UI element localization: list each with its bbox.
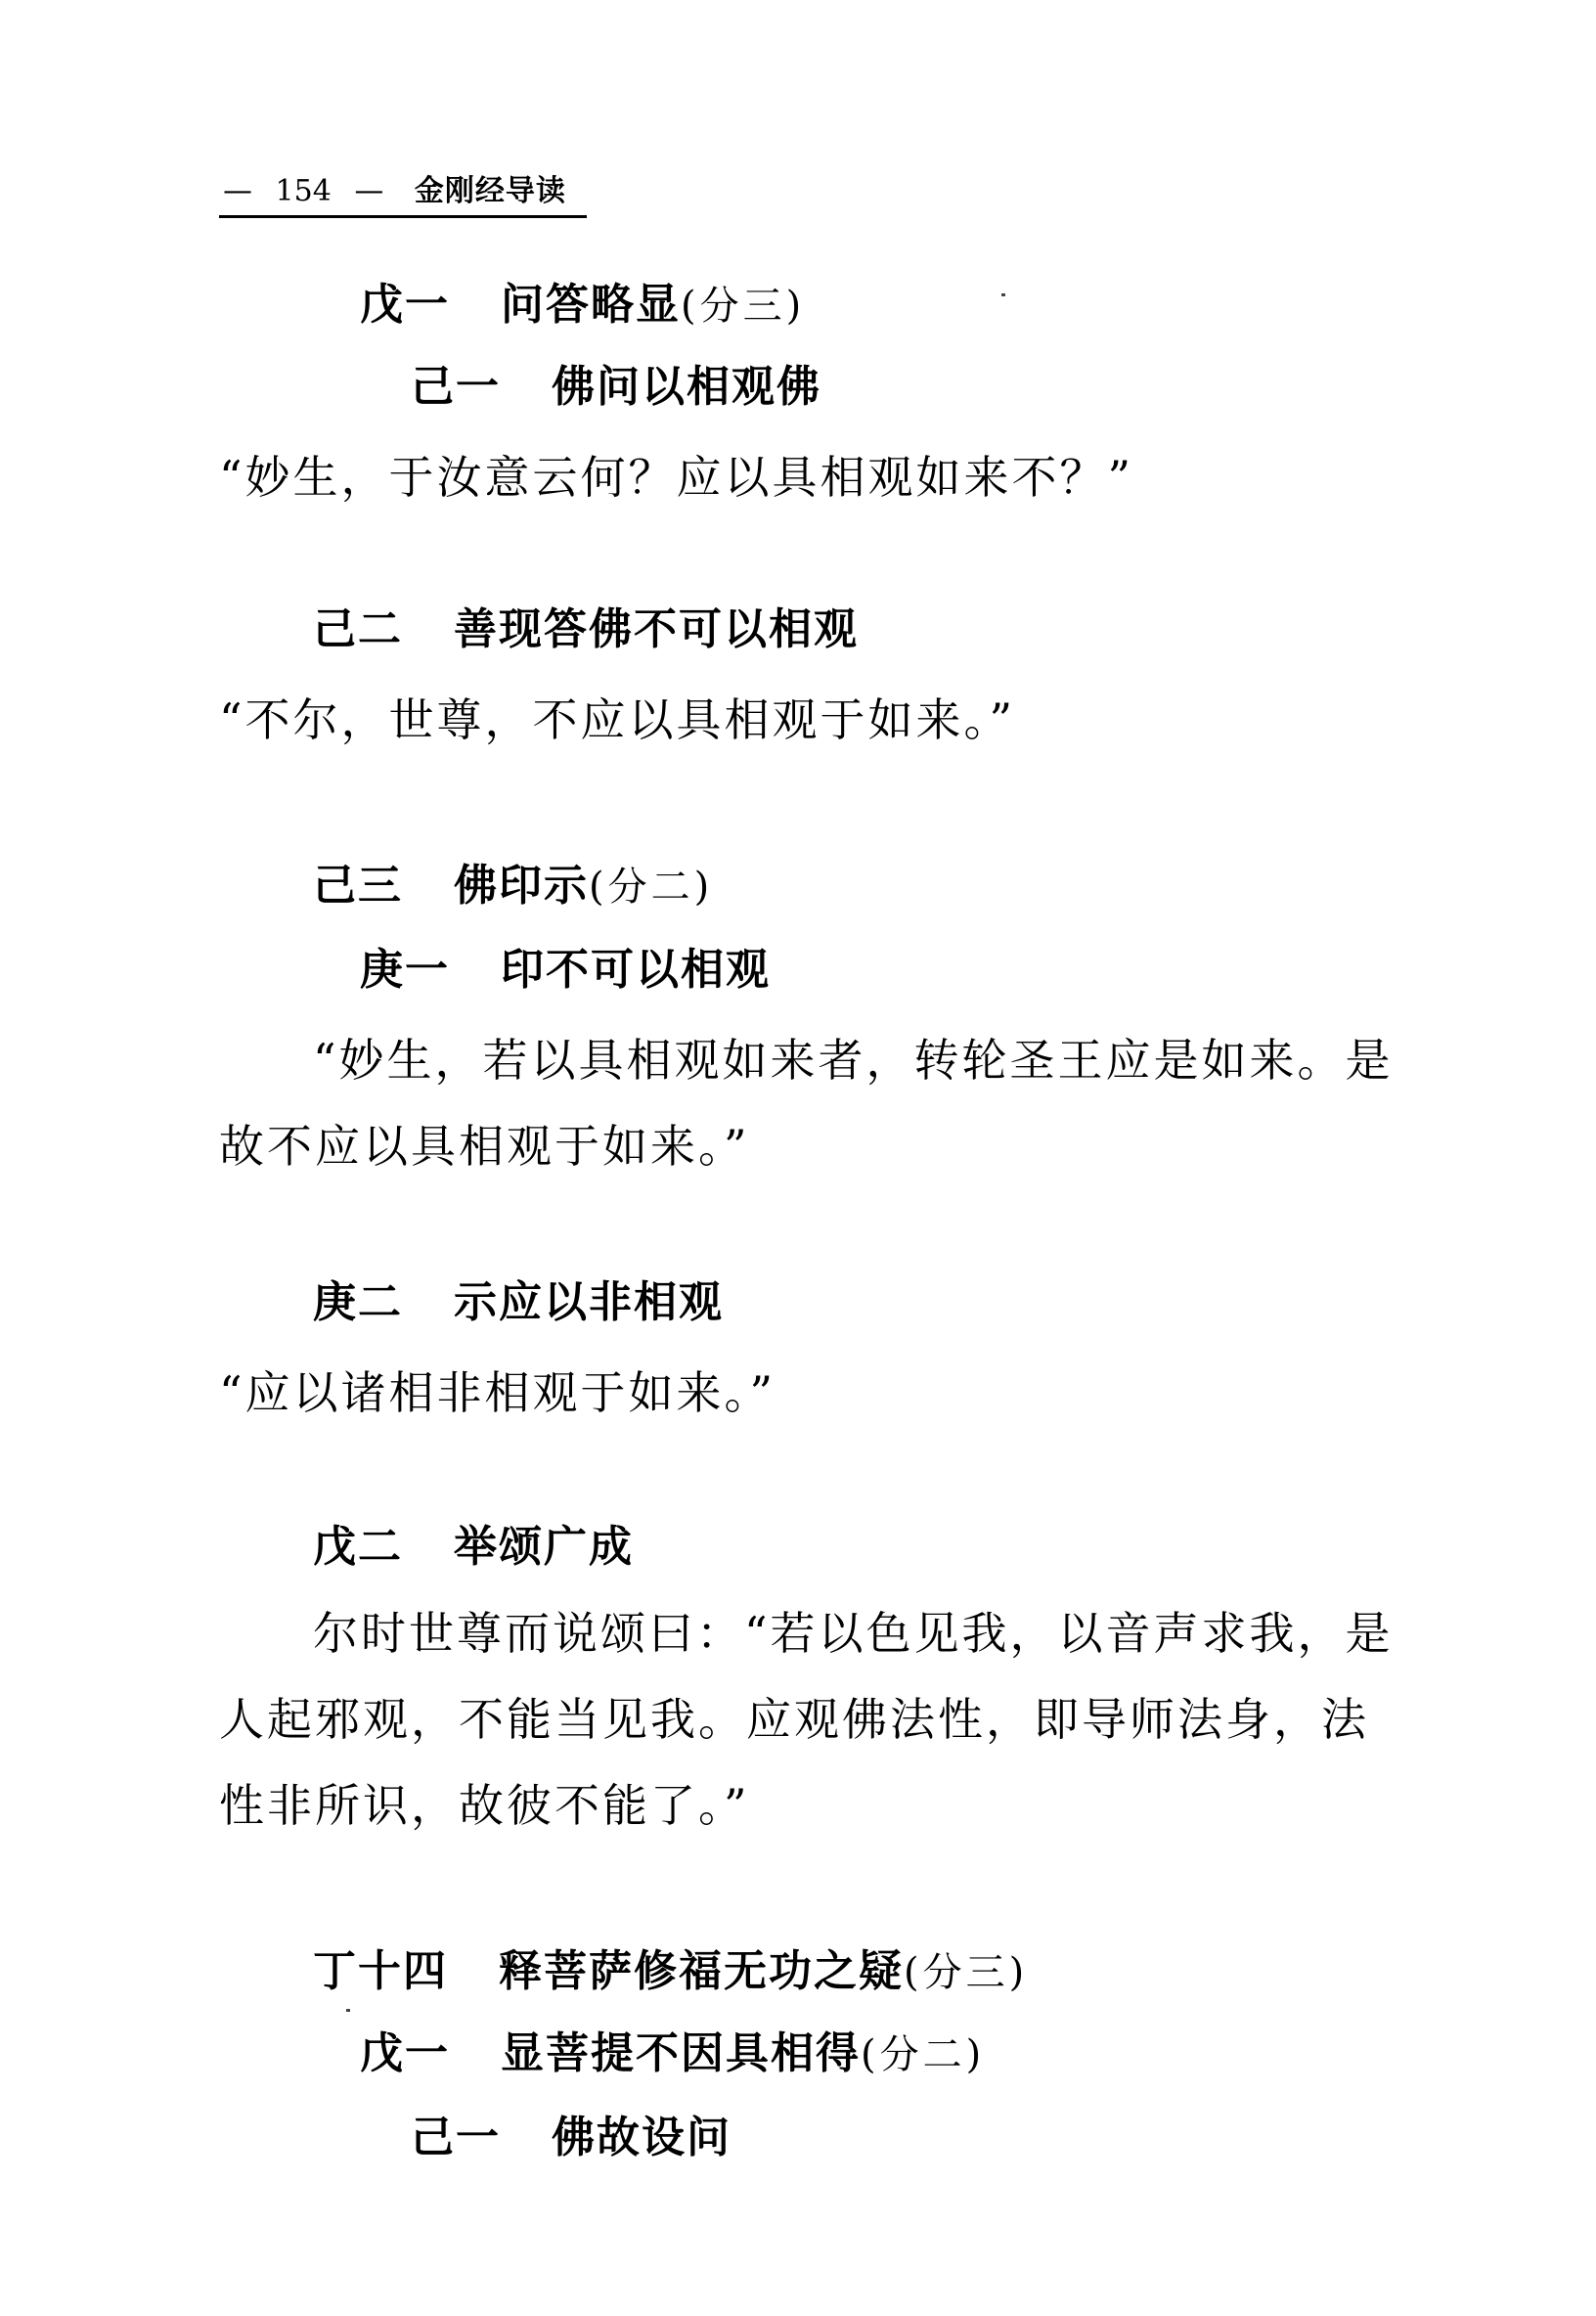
heading-geng1 [360, 943, 771, 998]
book-title: 金刚经导读 [414, 174, 566, 208]
heading-wu2 [313, 1520, 634, 1575]
heading-ji2 [313, 602, 859, 657]
paragraph-1: “妙生，于汝意云何？应以具相观如来不？” [219, 451, 1134, 504]
heading-label: 己三 [313, 861, 403, 911]
heading-label: 戊一 [360, 280, 450, 330]
heading-title: 问答略显 [501, 280, 681, 330]
heading-text [454, 859, 713, 914]
heading-text [501, 278, 805, 334]
heading-label: 戊二 [313, 1522, 403, 1572]
heading-ji1 [411, 360, 821, 415]
heading-title: 佛故设问 [552, 2113, 732, 2162]
heading-title: 善现答佛不可以相观 [454, 604, 859, 654]
paragraph-4: “应以诸相非相观于如来。” [219, 1366, 776, 1419]
heading-note: (分二) [861, 2032, 986, 2077]
heading-label: 己一 [411, 362, 501, 412]
heading-note: (分三) [681, 284, 806, 329]
heading-ji3 [313, 859, 713, 914]
paragraph-2: “不尔，世尊，不应以具相观于如来。” [219, 693, 1016, 746]
heading-title: 印不可以相观 [501, 945, 771, 995]
heading-label: 戊一 [360, 2028, 450, 2078]
heading-note: (分三) [904, 1950, 1029, 1995]
heading-text [499, 1944, 1028, 2000]
heading-title: 显菩提不因具相得 [501, 2028, 861, 2078]
paragraph-5: 尔时世尊而说颂曰：“若以色见我，以音声求我，是人起邪观，不能当见我。应观佛法性，即导师法身，法性非所识，故彼不能了。” [219, 1607, 1394, 1832]
heading-title: 示应以非相观 [454, 1277, 724, 1327]
heading-label: 己二 [313, 604, 403, 654]
heading-label: 庚二 [313, 1277, 403, 1327]
heading-note: (分二) [589, 865, 714, 910]
header-dash-right: — [354, 174, 384, 208]
paragraph-3: “妙生，若以具相观如来者，转轮圣王应是如来。是故不应以具相观于如来。” [219, 1034, 1394, 1173]
heading-label: 庚一 [360, 945, 450, 995]
heading-label: 己一 [411, 2113, 501, 2162]
scan-speck [1001, 293, 1005, 296]
heading-geng2 [313, 1275, 724, 1330]
heading-ji1b [411, 2111, 732, 2165]
running-header [219, 168, 587, 218]
heading-label: 丁十四 [313, 1946, 448, 1996]
page-number: 154 [275, 174, 332, 208]
heading-wu1 [360, 278, 805, 334]
header-dash-left: — [223, 174, 252, 208]
heading-title: 佛印示 [454, 861, 589, 911]
heading-ding14 [313, 1944, 1028, 2000]
scan-speck [346, 2009, 350, 2012]
heading-title: 释菩萨修福无功之疑 [499, 1946, 904, 1996]
heading-text [501, 2026, 985, 2082]
heading-title: 举颂广成 [454, 1522, 634, 1572]
heading-title: 佛问以相观佛 [552, 362, 821, 412]
heading-wu1b [360, 2026, 985, 2082]
